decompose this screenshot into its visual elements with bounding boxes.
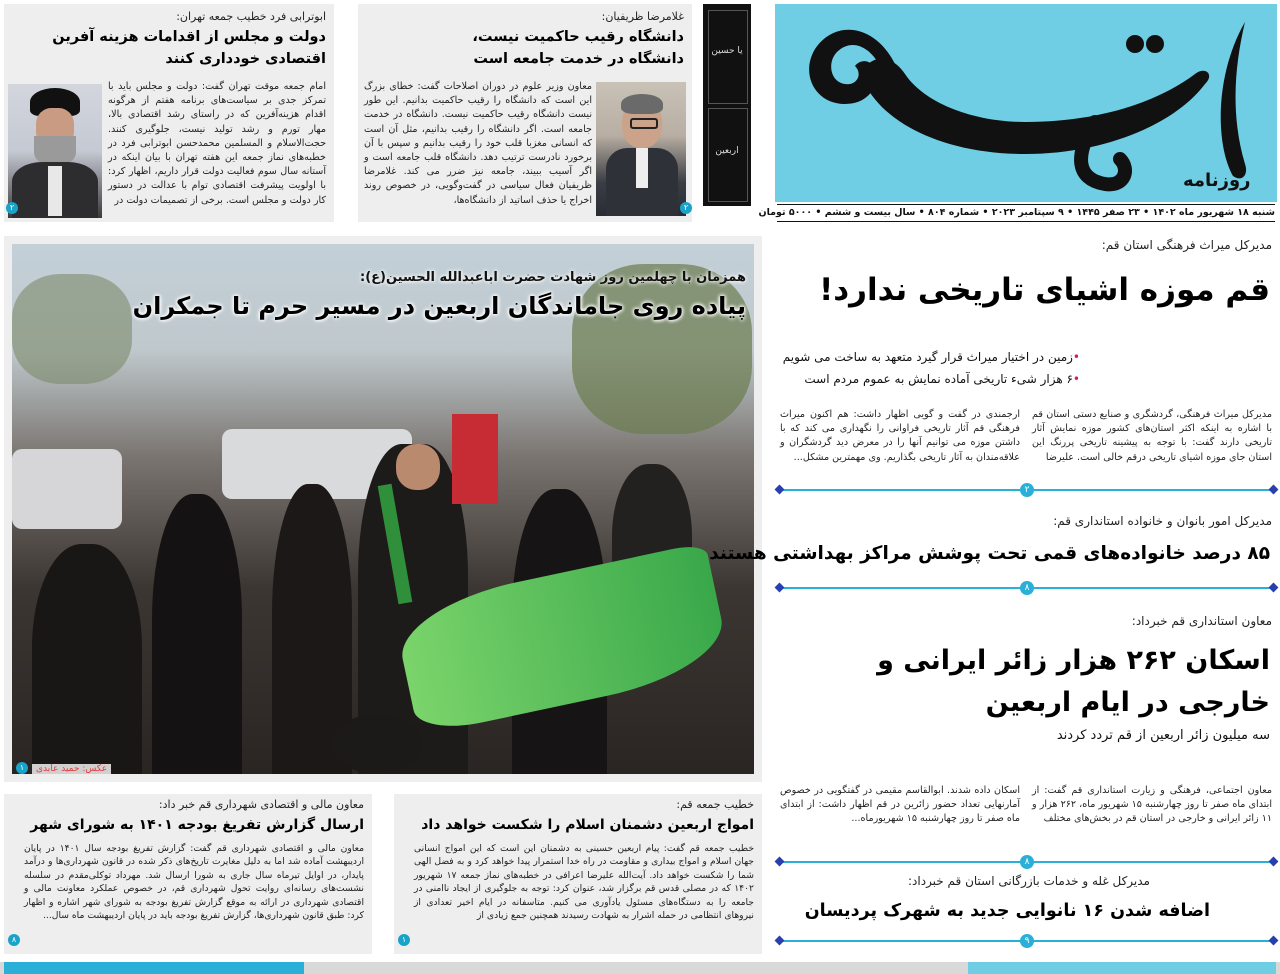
divider-diamond [775, 857, 785, 867]
story3-kicker: معاون استانداری قم خبرداد: [1131, 614, 1272, 628]
top-left-story[interactable] [4, 4, 334, 222]
masthead-dateline: شنبه ۱۸ شهریور ماه ۱۴۰۲ • ۲۳ صفر ۱۴۴۵ • ۹ سپتامبر ۲۰۲۳ • شماره ۸۰۴ • سال بیست و ششم • ۵۰۰۰ تومان [777, 204, 1275, 222]
bottom-mid-story[interactable] [394, 794, 762, 954]
story-kicker: ابوترابی فرد خطیب جمعه تهران: [176, 10, 326, 23]
mourning-text-1: یا حسین [711, 46, 743, 56]
photo-headline-box [64, 266, 754, 340]
divider-diamond [775, 936, 785, 946]
divider-diamond [775, 485, 785, 495]
photo-credit: عکس: حمید عابدی [32, 764, 111, 774]
bottom-strip-accent [4, 962, 304, 974]
story3-body-left: اسکان داده شدند. ابوالقاسم مقیمی در گفتگویی در خصوص آمارنهایی تعداد حضور زائرین در قم اظهار داشت: از ابتدای ماه صفر تا روز چهارشنبه ۱۵ شهریورماه... [780, 785, 1020, 825]
page-badge: ۲ [1020, 483, 1034, 497]
main-photo-frame[interactable] [4, 236, 762, 782]
story-body: خطیب جمعه قم گفت: پیام اربعین حسینی به دشمنان این است که این امواج انسانی جهان اسلام و امواج بیداری و مقاومت در راه خدا استمرار پیدا خواهد کرد و به فضل الهی شما را شکست خواهد داد. آیت‌الله علیرضا اعرافی در خطبه‌های نماز جمعه ۱۷ شهریور ۱۴۰۲ که در مصلی قدس قم برگزار شد، عنوان کرد: توجه به جلوگیری از ایجاد ناامنی در جامعه را به دستگاه‌های مسئول یادآوری می کنیم. متاسفانه در ایام اخیر تعدادی از نیروهای انتظامی در حمله اشرار به شهادت رسیدند همچنین جمع زیادی از [414, 843, 754, 922]
story2-title[interactable]: ۸۵ درصد خانواده‌های قمی تحت پوشش مراکز بهداشتی هستند [709, 543, 1270, 564]
lead-title[interactable]: قم موزه اشیای تاریخی ندارد! [819, 272, 1270, 308]
page-badge: ۹ [1020, 934, 1034, 948]
lead-bullet-2: •۶ هزار شیء تاریخی آماده نمایش به عموم مردم است [804, 372, 1080, 386]
story2-kicker: مدیرکل امور بانوان و خانواده استانداری قم: [1053, 514, 1272, 528]
story-body: امام جمعه موقت تهران گفت: دولت و مجلس باید با تمرکز جدی بر سیاست‌های برنامه هفتم از هرگونه اقدام هزینه‌آفرین که در راستای رشد اقتصادی بالا، مهار تورم و رشد تولید نیست، جلوگیری کنند. حجت‌الاسلام و المسلمین محمدحسن ابوترابی فرد در خطبه‌های نماز جمعه این هفته تهران با بیان اینکه در آستانه سال سوم فعالیت دولت قرار داریم، اظهار کرد: با اولویت پیشرفت اقتصادی توام با عدالت در دستور کار دولت و مجلس است. برخی از تصمیمات دولت در [108, 81, 326, 206]
lead-body-right: مدیرکل میراث فرهنگی، گردشگری و صنایع دستی استان قم با اشاره به اینکه اکثر استان‌های کشور موزه نمایش آثار تاریخی دارند گفت: با توجه به پیشینه تاریخی پررنگ این استان جای موزه اشیای تاریخی درقم خالی است. علیرضا [1032, 409, 1272, 463]
mourning-banner [703, 4, 751, 206]
divider-diamond [1269, 857, 1279, 867]
story3-body-right: معاون اجتماعی، فرهنگی و زیارت استانداری قم گفت: از ابتدای ماه صفر تا روز چهارشنبه ۱۵ شهریور ماه، ۲۶۲ هزار و ۱۱ زائر ایرانی و خارجی در استان قم در بخش‌های مختلف [1032, 785, 1272, 825]
portrait-photo [596, 82, 686, 216]
portrait-photo [8, 84, 102, 218]
story4-title[interactable]: اضافه شدن ۱۶ نانوایی جدید به شهرک پردیسان [804, 901, 1210, 921]
story3-subtitle: سه میلیون زائر اربعین از قم تردد کردند [1056, 728, 1270, 743]
lead-bullet-1: •زمین در اختیار میراث قرار گیرد متعهد به ساخت می شویم [782, 350, 1080, 364]
page-badge: ۸ [8, 934, 20, 946]
page-badge: ۸ [1020, 855, 1034, 869]
divider-diamond [1269, 485, 1279, 495]
story-title: دانشگاه رقیب حاکمیت نیست، دانشگاه در خدمت جامعه است [472, 29, 684, 67]
story-title: ارسال گزارش تفریغ بودجه ۱۴۰۱ به شورای شهر [30, 817, 364, 833]
divider-diamond [1269, 583, 1279, 593]
divider-diamond [775, 583, 785, 593]
bottom-left-story[interactable] [4, 794, 372, 954]
masthead-sub-label: روزنامه [1183, 170, 1251, 191]
story3-title[interactable]: اسکان ۲۶۲ هزار زائر ایرانی و خارجی در ایام اربعین [877, 645, 1270, 718]
lead-kicker: مدیرکل میراث فرهنگی استان قم: [1101, 238, 1272, 252]
story-kicker: خطیب جمعه قم: [676, 798, 754, 811]
masthead [775, 4, 1277, 202]
page-badge: ۱ [16, 762, 28, 774]
story4-kicker: مدیرکل غله و خدمات بازرگانی استان قم خبرداد: [908, 874, 1150, 888]
story-title: امواج اربعین دشمنان اسلام را شکست خواهد داد [421, 817, 754, 833]
photo-title: پیاده روی جاماندگان اربعین در مسیر حرم تا جمکران [132, 292, 746, 320]
story-body: معاون مالی و اقتصادی شهرداری قم گفت: گزارش تفریغ بودجه سال ۱۴۰۱ در پایان اردیبهشت آماده شد اما به دلیل مغایرت تاریخ‌های ذکر شده در قانون شهرداری‌ها و درآمد پایدار، در اوایل تیرماه سال جاری به شورا ارسال شد. مهرداد توکلی‌مقدم در سلسله نشست‌های رسانه‌ای روایت تحول شهرداری قم، در خصوص عملکرد معاونت مالی و اقتصادی شهرداری در ارائه به موقع گزارش تفریغ بودجه به شورای شهر اشاره و اظهار کرد: طبق قانون شهرداری‌ها، گزارش تفریغ بودجه باید در پایان اردیبهشت ماه سال... [24, 843, 364, 922]
story-body: معاون وزیر علوم در دوران اصلاحات گفت: خطای بزرگ این است که دانشگاه را رقیب حاکمیت بدانیم. این طور نیست دانشگاه رقیب حاکمیت نیست. دانشگاه در خدمت جامعه است. اگر دانشگاه را رقیب بدانیم، مثل آن است که انسانی مغزبا قلب خود را رقیب بدانیم و سپس با آن برخورد نادرست ترتیب دهد. دانشگاه قلب جامعه است و اگر آسیب ببیند، جامعه نیز ضرر می کند. غلامرضا ظریفیان فعال سیاسی در گفت‌وگویی، در خصوص روند اخراج یا حذف اساتید از دانشگاه‌ها، [364, 81, 592, 206]
top-mid-story[interactable] [358, 4, 692, 222]
story-kicker: معاون مالی و اقتصادی شهرداری قم خبر داد: [158, 798, 364, 811]
bottom-strip-accent [968, 962, 1276, 974]
lead-body-left: ارجمندی در گفت و گویی اظهار داشت: هم اکنون میراث فرهنگی قم آثار تاریخی فراوانی را نگهداری می کند که با داشتن موزه می توانیم آنها را در معرض دید گردشگران و علاقه‌مندان به آثار تاریخی بگذاریم. وی مهمترین مشکل... [780, 409, 1020, 463]
page-badge: ۲ [680, 202, 692, 214]
page-badge: ۲ [6, 202, 18, 214]
story-kicker: غلامرضا ظریفیان: [601, 10, 684, 23]
mourning-text-2: اربعین [715, 146, 739, 156]
divider-diamond [1269, 936, 1279, 946]
photo-kicker: همزمان با چهلمین روز شهادت حضرت اباعبدالله الحسین(ع): [360, 270, 746, 285]
story-title: دولت و مجلس از اقدامات هزینه آفرین اقتصادی خودداری کنند [52, 29, 326, 67]
page-badge: ۱ [398, 934, 410, 946]
page-badge: ۸ [1020, 581, 1034, 595]
